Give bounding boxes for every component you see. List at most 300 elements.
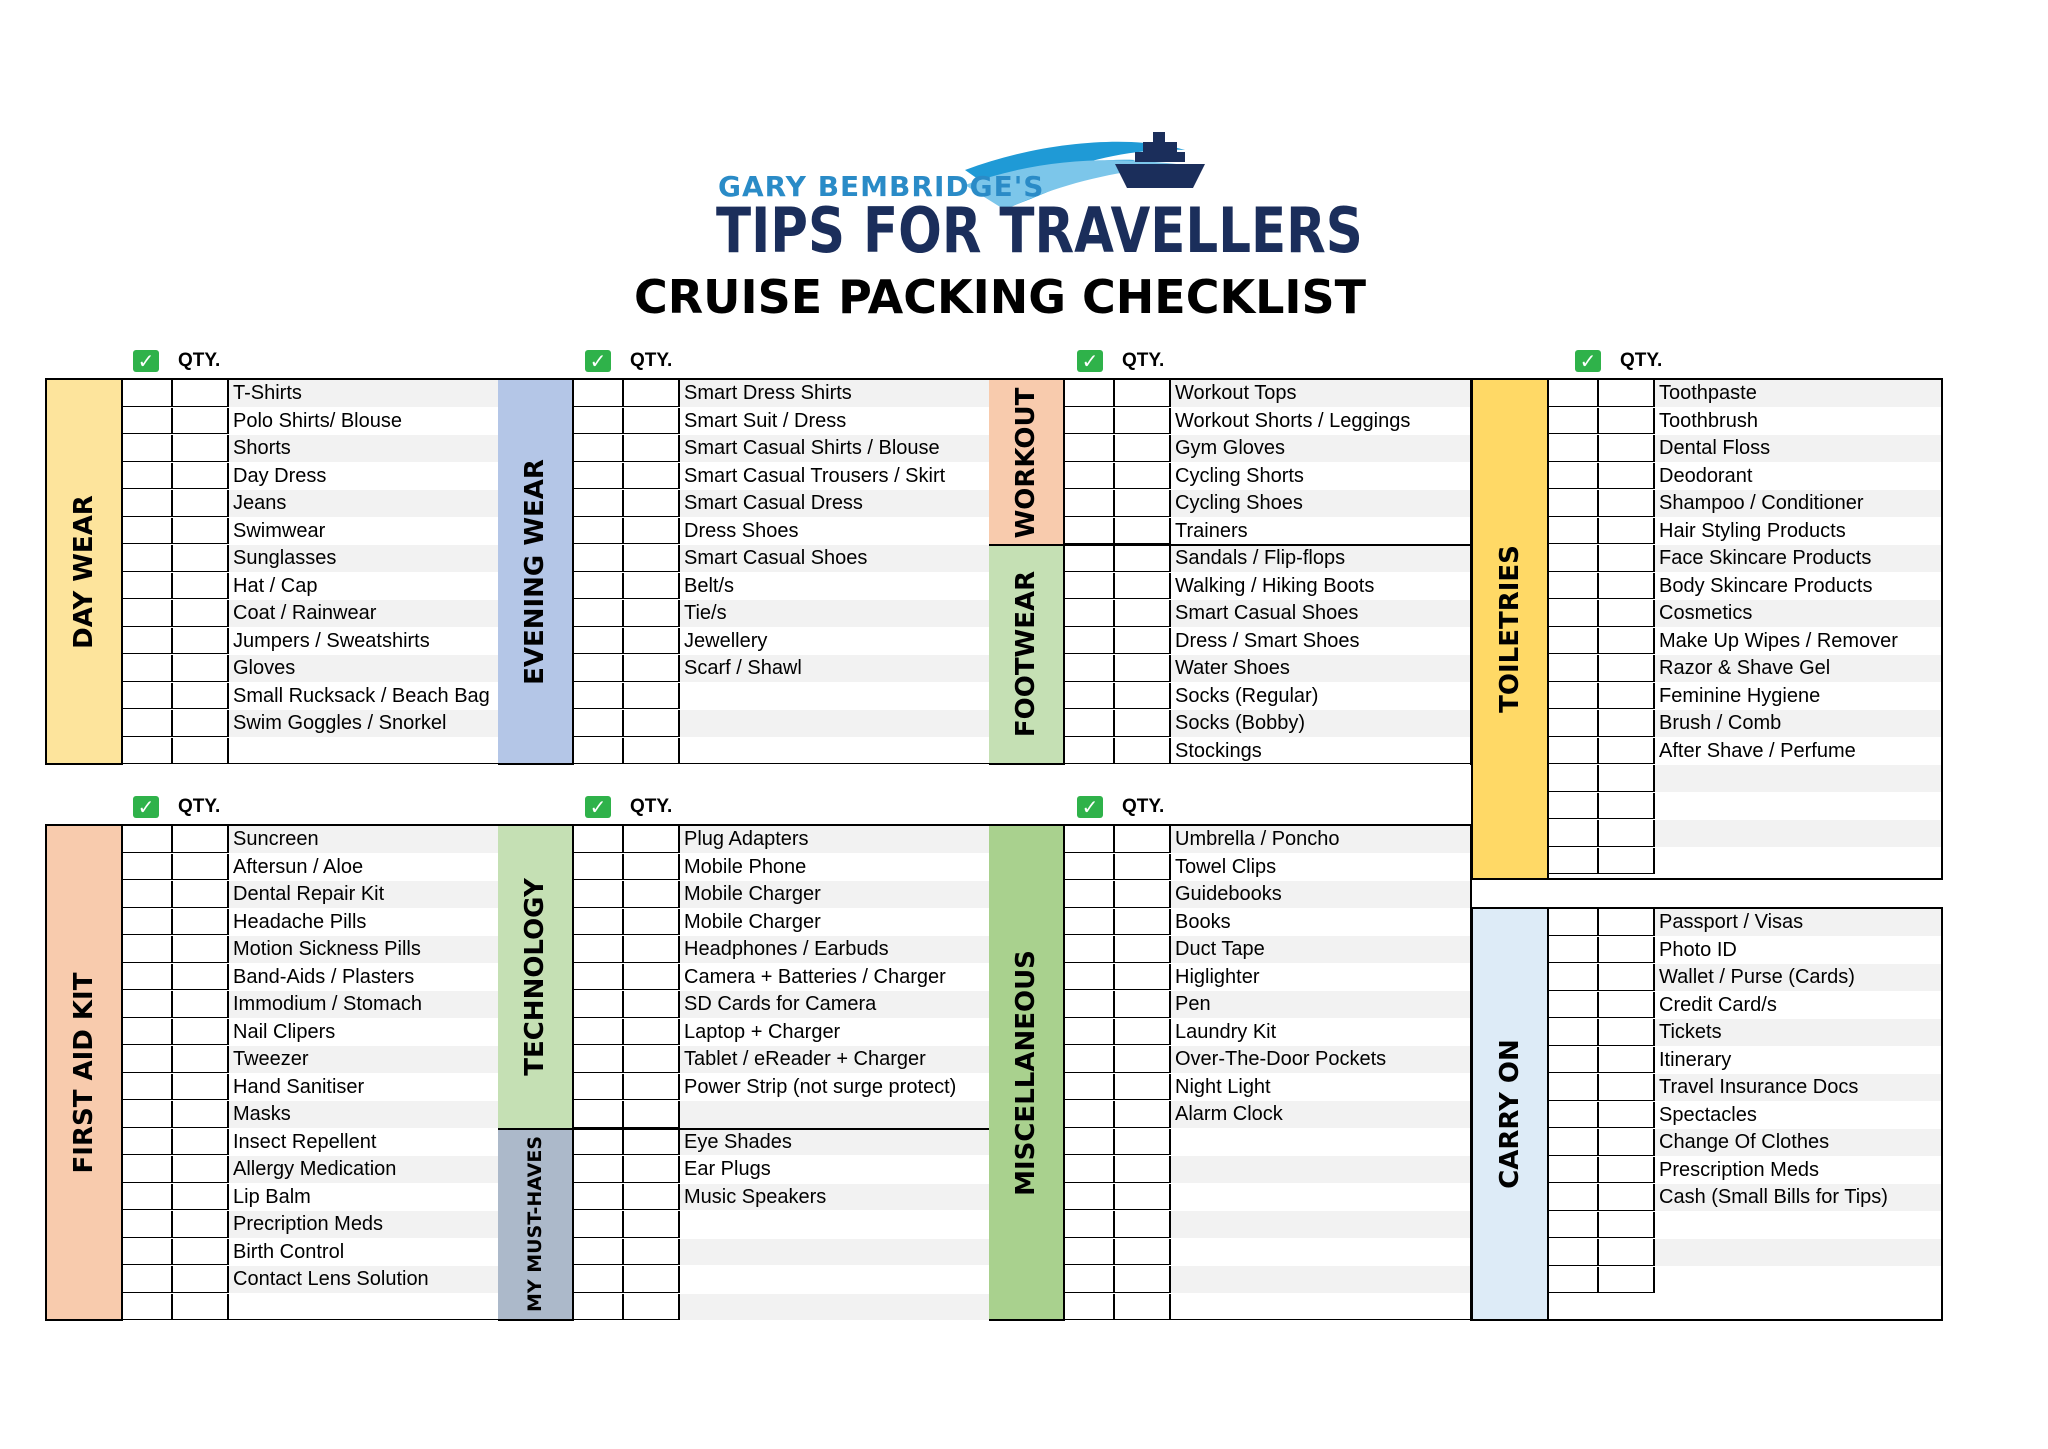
section-label-band [47,826,123,1319]
qty-cell[interactable] [173,1129,229,1156]
qty-cell[interactable] [173,826,229,853]
qty-cell[interactable] [173,683,229,710]
checklist-row [1549,380,1941,408]
check-box-cell[interactable] [123,1074,173,1101]
check-box-cell[interactable] [1549,683,1599,710]
checklist-item: Smart Casual Trousers / Skirt [684,464,946,487]
qty-cell[interactable] [1115,1101,1171,1128]
check-box-cell[interactable] [574,628,624,655]
qty-cell[interactable] [1599,992,1655,1019]
check-box-cell[interactable] [123,738,173,765]
qty-cell[interactable] [624,1019,680,1046]
qty-cell[interactable] [173,881,229,908]
check-box-cell[interactable] [574,1101,624,1128]
checklist-rows [574,1129,989,1322]
qty-cell[interactable] [624,1294,680,1321]
check-box-cell[interactable] [123,463,173,490]
checklist-row [574,854,989,882]
qty-cell[interactable] [624,991,680,1018]
check-box-cell[interactable] [574,1239,624,1266]
check-box-cell[interactable] [1065,573,1115,600]
qty-cell[interactable] [1115,909,1171,936]
qty-cell[interactable] [1599,408,1655,435]
qty-cell[interactable] [173,1184,229,1211]
qty-cell[interactable] [624,826,680,853]
check-box-cell[interactable] [574,380,624,407]
check-box-cell[interactable] [574,463,624,490]
checklist-item: Tablet / eReader + Charger [680,1046,989,1073]
qty-cell[interactable] [173,1101,229,1128]
checklist-item: Toothpaste [1655,380,1941,407]
check-box-cell[interactable] [1065,1156,1115,1183]
check-box-cell[interactable] [1065,881,1115,908]
qty-cell[interactable] [1115,710,1171,737]
qty-cell[interactable] [173,463,229,490]
check-box-cell[interactable] [1549,992,1599,1019]
qty-cell[interactable] [1115,1019,1171,1046]
check-box-cell[interactable] [1549,1267,1599,1294]
section-technology-must-haves [498,824,991,1321]
check-box-cell[interactable] [1549,380,1599,407]
checklist-rows [574,380,989,765]
checklist-row [574,1184,989,1212]
qty-cell[interactable] [173,710,229,737]
qty-cell[interactable] [1115,936,1171,963]
check-box-cell[interactable] [123,710,173,737]
check-box-cell[interactable] [574,490,624,517]
qty-cell[interactable] [1599,765,1655,792]
check-box-cell[interactable] [1065,545,1115,572]
qty-cell[interactable] [1599,683,1655,710]
checklist-item: Headache Pills [233,910,367,933]
checklist-row [1549,820,1941,848]
check-box-cell[interactable] [123,1156,173,1183]
checklist-row [123,1266,498,1294]
check-box-cell[interactable] [574,881,624,908]
qty-cell[interactable] [1115,1266,1171,1293]
qty-cell[interactable] [173,1046,229,1073]
check-box-cell[interactable] [574,1266,624,1293]
check-box-cell[interactable] [1549,1212,1599,1239]
qty-cell[interactable] [1599,600,1655,627]
checklist-rows [1549,909,1941,1294]
qty-cell[interactable] [173,1294,229,1321]
check-box-cell[interactable] [123,600,173,627]
check-box-cell[interactable] [1065,1266,1115,1293]
check-box-cell[interactable] [123,1211,173,1238]
qty-cell[interactable] [1115,1156,1171,1183]
qty-cell[interactable] [624,1266,680,1293]
qty-cell[interactable] [1115,991,1171,1018]
check-box-cell[interactable] [1549,463,1599,490]
check-box-cell[interactable] [123,683,173,710]
check-box-cell[interactable] [1549,765,1599,792]
qty-cell[interactable] [624,380,680,407]
check-box-cell[interactable] [1065,655,1115,682]
qty-cell[interactable] [1599,738,1655,765]
check-box-cell[interactable] [123,991,173,1018]
section-label: WORKOUT [1011,387,1041,538]
check-box-cell[interactable] [123,408,173,435]
check-box-cell[interactable] [574,964,624,991]
check-box-cell[interactable] [1065,826,1115,853]
check-box-cell[interactable] [123,1019,173,1046]
checklist-item: Mobile Charger [680,881,989,908]
checklist-item: Polo Shirts/ Blouse [233,409,402,432]
check-box-cell[interactable] [1549,518,1599,545]
check-box-cell[interactable] [1549,408,1599,435]
check-box-cell[interactable] [574,1156,624,1183]
qty-cell[interactable] [1115,380,1171,407]
qty-cell[interactable] [173,909,229,936]
checklist-item: Coat / Rainwear [229,600,498,627]
check-box-cell[interactable] [1549,1019,1599,1046]
qty-cell[interactable] [1115,600,1171,627]
check-box-cell[interactable] [574,854,624,881]
check-box-cell[interactable] [1065,1046,1115,1073]
qty-cell[interactable] [624,518,680,545]
check-box-cell[interactable] [1065,1239,1115,1266]
check-box-cell[interactable] [1065,909,1115,936]
qty-cell[interactable] [1599,1184,1655,1211]
qty-cell[interactable] [1599,655,1655,682]
checklist-row [574,1211,989,1239]
check-box-cell[interactable] [123,1101,173,1128]
qty-cell[interactable] [1599,964,1655,991]
qty-cell[interactable] [1115,655,1171,682]
check-box-cell[interactable] [1065,936,1115,963]
check-box-cell[interactable] [1065,1101,1115,1128]
qty-cell[interactable] [173,490,229,517]
check-box-cell[interactable] [574,936,624,963]
check-box-cell[interactable] [574,655,624,682]
check-box-cell[interactable] [1065,435,1115,462]
checklist-item [1171,1239,1470,1266]
qty-cell[interactable] [173,991,229,1018]
qty-cell[interactable] [173,936,229,963]
qty-cell[interactable] [173,573,229,600]
qty-cell[interactable] [1115,1239,1171,1266]
qty-cell[interactable] [624,1184,680,1211]
checklist-row [1065,655,1470,683]
checklist-row [123,936,498,964]
check-box-cell[interactable] [1549,820,1599,847]
checklist-item: Dress Shoes [684,519,799,542]
qty-cell[interactable] [1599,1019,1655,1046]
qty-cell[interactable] [1599,1047,1655,1074]
check-box-cell[interactable] [574,1046,624,1073]
qty-label: QTY. [178,350,221,371]
qty-cell[interactable] [624,909,680,936]
checklist-item [680,1239,989,1266]
check-box-cell[interactable] [1065,1294,1115,1321]
check-box-cell[interactable] [1549,655,1599,682]
qty-cell[interactable] [173,655,229,682]
qty-cell[interactable] [624,435,680,462]
check-box-cell[interactable] [123,435,173,462]
check-box-cell[interactable] [574,710,624,737]
check-box-cell[interactable] [574,408,624,435]
qty-cell[interactable] [624,573,680,600]
check-box-cell[interactable] [123,881,173,908]
qty-cell[interactable] [624,1156,680,1183]
checklist-item: Small Rucksack / Beach Bag [233,684,490,707]
qty-cell[interactable] [1115,573,1171,600]
qty-cell[interactable] [1115,1184,1171,1211]
qty-cell[interactable] [624,463,680,490]
qty-cell[interactable] [624,936,680,963]
qty-cell[interactable] [1599,1267,1655,1294]
check-box-cell[interactable] [123,854,173,881]
qty-cell[interactable] [173,1074,229,1101]
qty-cell[interactable] [624,600,680,627]
check-box-cell[interactable] [123,1266,173,1293]
qty-cell[interactable] [1599,1102,1655,1129]
qty-cell[interactable] [1599,848,1655,875]
checklist-row [123,490,498,518]
checklist-row [123,573,498,601]
check-box-cell[interactable] [1549,964,1599,991]
check-box-cell[interactable] [123,545,173,572]
check-box-cell[interactable] [1549,628,1599,655]
check-box-cell[interactable] [1065,600,1115,627]
check-box-cell[interactable] [1549,793,1599,820]
qty-cell[interactable] [624,1046,680,1073]
check-box-cell[interactable] [574,826,624,853]
qty-cell[interactable] [1599,518,1655,545]
checklist-row [123,1294,498,1322]
qty-cell[interactable] [624,881,680,908]
check-box-cell[interactable] [1065,628,1115,655]
check-box-cell[interactable] [123,909,173,936]
check-box-cell[interactable] [1549,573,1599,600]
qty-cell[interactable] [1115,628,1171,655]
qty-cell[interactable] [1115,738,1171,765]
qty-cell[interactable] [624,854,680,881]
checklist-item [1171,1266,1470,1293]
qty-cell[interactable] [173,600,229,627]
check-box-cell[interactable] [1065,1019,1115,1046]
qty-cell[interactable] [1599,820,1655,847]
check-box-cell[interactable] [1065,964,1115,991]
check-box-cell[interactable] [1065,518,1115,545]
qty-cell[interactable] [1115,1294,1171,1321]
check-box-cell[interactable] [123,380,173,407]
qty-cell[interactable] [1115,518,1171,545]
qty-cell[interactable] [1115,408,1171,435]
qty-cell[interactable] [173,964,229,991]
qty-cell[interactable] [173,1266,229,1293]
qty-cell[interactable] [1115,1046,1171,1073]
qty-cell[interactable] [1115,1074,1171,1101]
check-box-cell[interactable] [1549,937,1599,964]
qty-cell[interactable] [1599,1212,1655,1239]
qty-cell[interactable] [173,1019,229,1046]
qty-cell[interactable] [173,1239,229,1266]
check-box-cell[interactable] [123,1129,173,1156]
check-box-cell[interactable] [123,1294,173,1321]
check-box-cell[interactable] [1549,490,1599,517]
check-box-cell[interactable] [1549,1184,1599,1211]
check-box-cell[interactable] [574,545,624,572]
check-box-cell[interactable] [1549,738,1599,765]
qty-cell[interactable] [1115,964,1171,991]
check-box-cell[interactable] [1065,408,1115,435]
check-box-cell[interactable] [123,826,173,853]
check-box-cell[interactable] [1065,710,1115,737]
qty-cell[interactable] [1115,1211,1171,1238]
qty-cell[interactable] [1599,1239,1655,1266]
check-box-cell[interactable] [1065,1129,1115,1156]
qty-cell[interactable] [1599,1074,1655,1101]
qty-cell[interactable] [624,964,680,991]
check-box-cell[interactable] [574,573,624,600]
qty-cell[interactable] [624,545,680,572]
qty-cell[interactable] [173,738,229,765]
checklist-row [1065,435,1470,463]
qty-cell[interactable] [173,435,229,462]
qty-cell[interactable] [1599,1157,1655,1184]
check-box-cell[interactable] [574,1019,624,1046]
check-box-cell[interactable] [574,991,624,1018]
check-box-cell[interactable] [1065,991,1115,1018]
qty-cell[interactable] [1599,573,1655,600]
qty-cell[interactable] [624,710,680,737]
check-box-cell[interactable] [1549,909,1599,936]
check-box-cell[interactable] [1549,435,1599,462]
qty-cell[interactable] [624,408,680,435]
check-box-cell[interactable] [123,1046,173,1073]
qty-cell[interactable] [173,545,229,572]
qty-cell[interactable] [1599,909,1655,936]
check-box-cell[interactable] [123,964,173,991]
checklist-item: Workout Shorts / Leggings [1175,409,1411,432]
check-box-cell[interactable] [1549,1102,1599,1129]
checklist-row [123,408,498,436]
check-box-cell[interactable] [574,600,624,627]
check-box-cell[interactable] [123,518,173,545]
checklist-row [574,545,989,573]
check-box-cell[interactable] [123,628,173,655]
check-box-cell[interactable] [574,1294,624,1321]
check-box-cell[interactable] [1549,1157,1599,1184]
check-box-cell[interactable] [1065,1074,1115,1101]
qty-cell[interactable] [173,1211,229,1238]
check-box-cell[interactable] [574,1211,624,1238]
checklist-row [1065,1156,1470,1184]
qty-cell[interactable] [1599,380,1655,407]
qty-cell[interactable] [1599,628,1655,655]
check-box-cell[interactable] [574,738,624,765]
qty-cell[interactable] [1599,490,1655,517]
qty-cell[interactable] [1115,1129,1171,1156]
qty-cell[interactable] [624,738,680,765]
check-box-cell[interactable] [1549,1074,1599,1101]
checklist-row [123,1019,498,1047]
qty-cell[interactable] [1115,881,1171,908]
check-box-cell[interactable] [1549,600,1599,627]
qty-cell[interactable] [1115,463,1171,490]
qty-cell[interactable] [1115,545,1171,572]
check-box-cell[interactable] [1065,1211,1115,1238]
qty-cell[interactable] [1599,545,1655,572]
check-box-cell[interactable] [1065,1184,1115,1211]
qty-cell[interactable] [624,1074,680,1101]
qty-cell[interactable] [173,408,229,435]
qty-cell[interactable] [1115,854,1171,881]
qty-cell[interactable] [1115,683,1171,710]
qty-cell[interactable] [624,1129,680,1156]
qty-cell[interactable] [173,1156,229,1183]
qty-cell[interactable] [173,854,229,881]
check-box-cell[interactable] [1549,1129,1599,1156]
qty-cell[interactable] [1599,710,1655,737]
qty-cell[interactable] [624,628,680,655]
qty-cell[interactable] [173,518,229,545]
check-box-cell[interactable] [123,490,173,517]
check-box-cell[interactable] [574,435,624,462]
checklist-item: Higlighter [1175,965,1260,988]
checklist-item: Credit Card/s [1659,993,1777,1016]
qty-cell[interactable] [624,1239,680,1266]
qty-cell[interactable] [1599,937,1655,964]
qty-cell[interactable] [1599,435,1655,462]
checklist-item: Shorts [229,435,498,462]
qty-cell[interactable] [1115,826,1171,853]
checklist-item: Water Shoes [1171,655,1470,682]
checklist-row [123,518,498,546]
check-box-cell[interactable] [123,936,173,963]
check-box-cell[interactable] [574,1074,624,1101]
qty-cell[interactable] [624,490,680,517]
qty-cell[interactable] [624,683,680,710]
check-box-cell[interactable] [123,655,173,682]
qty-cell[interactable] [1115,490,1171,517]
check-box-cell[interactable] [1065,380,1115,407]
check-box-cell[interactable] [123,1239,173,1266]
check-box-cell[interactable] [1549,1047,1599,1074]
check-box-cell[interactable] [574,518,624,545]
check-box-cell[interactable] [1549,1239,1599,1266]
checklist-row [1549,1102,1941,1130]
check-box-cell[interactable] [1549,848,1599,875]
check-box-cell[interactable] [1065,854,1115,881]
qty-cell[interactable] [173,380,229,407]
check-box-cell[interactable] [1065,738,1115,765]
qty-cell[interactable] [1599,793,1655,820]
check-box-cell[interactable] [123,1184,173,1211]
qty-cell[interactable] [1599,463,1655,490]
check-box-cell[interactable] [1065,490,1115,517]
qty-cell[interactable] [624,1101,680,1128]
qty-cell[interactable] [624,1211,680,1238]
checkmark-icon: ✓ [1077,796,1103,818]
section-label: TOILETRIES [1495,545,1525,713]
qty-cell[interactable] [624,655,680,682]
check-box-cell[interactable] [574,909,624,936]
check-box-cell[interactable] [574,683,624,710]
check-box-cell[interactable] [1549,710,1599,737]
check-box-cell[interactable] [574,1184,624,1211]
check-box-cell[interactable] [1065,463,1115,490]
qty-cell[interactable] [1115,435,1171,462]
qty-cell[interactable] [1599,1129,1655,1156]
check-box-cell[interactable] [1549,545,1599,572]
check-box-cell[interactable] [123,573,173,600]
check-box-cell[interactable] [1065,683,1115,710]
check-box-cell[interactable] [574,1129,624,1156]
qty-cell[interactable] [173,628,229,655]
